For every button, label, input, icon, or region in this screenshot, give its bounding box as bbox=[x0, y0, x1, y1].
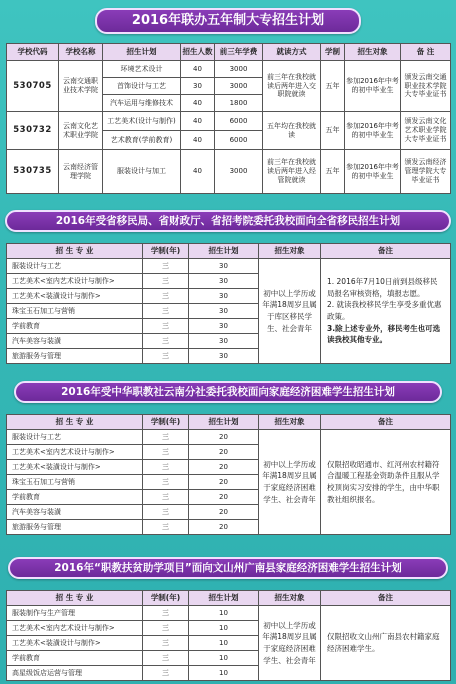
major-name: 工艺美术<装潢设计与制作> bbox=[7, 636, 143, 651]
major-plan: 20 bbox=[189, 505, 259, 520]
header-target: 招生对象 bbox=[345, 44, 401, 61]
target: 初中以上学历或年满18周岁且属于库区移民学生、社会青年 bbox=[259, 259, 321, 364]
target: 初中以上学历或年满18周岁且属于家庭经济困难学生、社会青年 bbox=[259, 430, 321, 535]
major-name: 艺术教育(学前教育) bbox=[103, 131, 181, 150]
major-name: 学前教育 bbox=[7, 651, 143, 666]
major-name: 工艺美术<室内艺术设计与制作> bbox=[7, 621, 143, 636]
header-plan: 招生计划 bbox=[189, 244, 259, 259]
major-name: 珠宝玉石加工与营销 bbox=[7, 475, 143, 490]
major-name: 汽车美容与装潢 bbox=[7, 505, 143, 520]
major-years: 三 bbox=[143, 636, 189, 651]
header-target: 招生对象 bbox=[259, 591, 321, 606]
header-years: 学制(年) bbox=[143, 591, 189, 606]
major-name: 服装设计与工艺 bbox=[7, 259, 143, 274]
section1-table bbox=[6, 43, 451, 194]
major-years: 三 bbox=[143, 304, 189, 319]
header-duration: 学制 bbox=[321, 44, 345, 61]
header-school-name: 学校名称 bbox=[59, 44, 103, 61]
major-plan: 30 bbox=[189, 259, 259, 274]
duration: 五年 bbox=[321, 112, 345, 150]
major-fee: 1800 bbox=[215, 95, 263, 112]
section2-table bbox=[6, 243, 451, 364]
major-name: 旅游服务与管理 bbox=[7, 349, 143, 364]
major-years: 三 bbox=[143, 621, 189, 636]
header-note: 备注 bbox=[321, 244, 451, 259]
header-years: 学制(年) bbox=[143, 244, 189, 259]
major-name: 珠宝玉石加工与营销 bbox=[7, 304, 143, 319]
school-name: 云南文化艺术职业学院 bbox=[59, 112, 103, 150]
major-years: 三 bbox=[143, 505, 189, 520]
major-plan: 10 bbox=[189, 621, 259, 636]
header-note: 备注 bbox=[321, 415, 451, 430]
major-plan: 20 bbox=[189, 520, 259, 535]
major-name: 汽车美容与装潢 bbox=[7, 334, 143, 349]
major-count: 40 bbox=[181, 112, 215, 131]
study-mode: 前三年在我校就读后两年进入交职院就读 bbox=[263, 61, 321, 112]
school-code: 530705 bbox=[7, 61, 59, 112]
table-row bbox=[7, 606, 451, 621]
table-row bbox=[7, 430, 451, 445]
header-years: 学制(年) bbox=[143, 415, 189, 430]
major-plan: 30 bbox=[189, 304, 259, 319]
header-major: 招 生 专 业 bbox=[7, 244, 143, 259]
header-note: 备注 bbox=[321, 591, 451, 606]
major-fee: 3000 bbox=[215, 61, 263, 78]
table-row bbox=[7, 150, 451, 194]
school-code: 530732 bbox=[7, 112, 59, 150]
major-name: 学前教育 bbox=[7, 319, 143, 334]
major-plan: 20 bbox=[189, 460, 259, 475]
major-name: 首饰设计与工艺 bbox=[103, 78, 181, 95]
note-line-2: 2. 就读我校移民学生享受多重优惠政策。 bbox=[327, 300, 442, 321]
school-name: 云南经济管理学院 bbox=[59, 150, 103, 194]
section3-table bbox=[6, 414, 451, 535]
major-fee: 6000 bbox=[215, 112, 263, 131]
header-fee: 前三年学费 bbox=[215, 44, 263, 61]
major-plan: 10 bbox=[189, 651, 259, 666]
major-years: 三 bbox=[143, 259, 189, 274]
major-plan: 10 bbox=[189, 666, 259, 681]
major-name: 服装设计与加工 bbox=[103, 150, 181, 194]
major-years: 三 bbox=[143, 460, 189, 475]
school-code: 530735 bbox=[7, 150, 59, 194]
major-count: 40 bbox=[181, 95, 215, 112]
major-plan: 20 bbox=[189, 475, 259, 490]
note: 仅限招收文山州广南县农村籍家庭经济困难学生。 bbox=[321, 606, 451, 681]
major-name: 工艺美术<室内艺术设计与制作> bbox=[7, 274, 143, 289]
table-row bbox=[7, 259, 451, 274]
major-fee: 6000 bbox=[215, 131, 263, 150]
major-years: 三 bbox=[143, 475, 189, 490]
major-years: 三 bbox=[143, 274, 189, 289]
study-mode: 五年均在我校就读 bbox=[263, 112, 321, 150]
major-count: 40 bbox=[181, 150, 215, 194]
major-name: 服装制作与生产管理 bbox=[7, 606, 143, 621]
major-plan: 20 bbox=[189, 430, 259, 445]
school-name: 云南交通职业技术学院 bbox=[59, 61, 103, 112]
major-years: 三 bbox=[143, 666, 189, 681]
target: 参加2016年中考的初中毕业生 bbox=[345, 112, 401, 150]
header-school-code: 学校代码 bbox=[7, 44, 59, 61]
major-years: 三 bbox=[143, 349, 189, 364]
section4-table bbox=[6, 590, 451, 681]
major-name: 工艺美术<装潢设计与制作> bbox=[7, 289, 143, 304]
major-plan: 30 bbox=[189, 334, 259, 349]
major-years: 三 bbox=[143, 289, 189, 304]
major-name: 工艺美术<室内艺术设计与制作> bbox=[7, 445, 143, 460]
header-plan: 招生计划 bbox=[189, 415, 259, 430]
table-row bbox=[7, 112, 451, 131]
note: 仅限招收昭通市、红河州农村籍符合温暖工程基金资助条件且服从学校顶岗实习安排的学生，由中华职教社组织报名。 bbox=[321, 430, 451, 535]
major-plan: 30 bbox=[189, 274, 259, 289]
major-name: 高星级饭店运营与管理 bbox=[7, 666, 143, 681]
major-fee: 3000 bbox=[215, 150, 263, 194]
note bbox=[321, 259, 451, 364]
header-plan: 招生计划 bbox=[189, 591, 259, 606]
major-plan: 20 bbox=[189, 445, 259, 460]
major-years: 三 bbox=[143, 445, 189, 460]
header-major: 招 生 专 业 bbox=[7, 591, 143, 606]
major-name: 环境艺术设计 bbox=[103, 61, 181, 78]
major-plan: 30 bbox=[189, 319, 259, 334]
target: 初中以上学历或年满18周岁且属于家庭经济困难学生、社会青年 bbox=[259, 606, 321, 681]
major-years: 三 bbox=[143, 490, 189, 505]
note-line-3: 3.除上述专业外，移民考生也可选读我校其他专业。 bbox=[327, 323, 441, 345]
note: 颁发云南经济管理学院大专毕业证书 bbox=[401, 150, 451, 194]
major-plan: 30 bbox=[189, 289, 259, 304]
section3-title: 2016年受中华职教社云南分社委托我校面向家庭经济困难学生招生计划 bbox=[14, 381, 442, 403]
section1-title: 2016年联办五年制大专招生计划 bbox=[95, 8, 361, 34]
major-name: 工艺美术(设计与制作) bbox=[103, 112, 181, 131]
major-count: 40 bbox=[181, 131, 215, 150]
major-name: 服装设计与工艺 bbox=[7, 430, 143, 445]
note: 颁发云南文化艺术职业学院大专毕业证书 bbox=[401, 112, 451, 150]
target: 参加2016年中考的初中毕业生 bbox=[345, 61, 401, 112]
study-mode: 前三年在我校就读后两年进入经管院就读 bbox=[263, 150, 321, 194]
major-fee: 3000 bbox=[215, 78, 263, 95]
major-years: 三 bbox=[143, 334, 189, 349]
header-count: 招生人数 bbox=[181, 44, 215, 61]
header-mode: 就读方式 bbox=[263, 44, 321, 61]
target: 参加2016年中考的初中毕业生 bbox=[345, 150, 401, 194]
duration: 五年 bbox=[321, 150, 345, 194]
major-years: 三 bbox=[143, 430, 189, 445]
section4-title: 2016年“职教扶贫助学项目”面向文山州广南县家庭经济困难学生招生计划 bbox=[8, 557, 448, 579]
note-line-1: 1. 2016年7月10日前到县级移民局报名审核资格，填报志愿。 bbox=[327, 277, 438, 298]
section2-title: 2016年受省移民局、省财政厅、省招考院委托我校面向全省移民招生计划 bbox=[5, 210, 451, 232]
major-years: 三 bbox=[143, 606, 189, 621]
header-target: 招生对象 bbox=[259, 244, 321, 259]
header-target: 招生对象 bbox=[259, 415, 321, 430]
major-name: 旅游服务与管理 bbox=[7, 520, 143, 535]
header-plan: 招生计划 bbox=[103, 44, 181, 61]
header-major: 招 生 专 业 bbox=[7, 415, 143, 430]
table-row bbox=[7, 61, 451, 78]
major-plan: 10 bbox=[189, 606, 259, 621]
note: 颁发云南交通职业技术学院大专毕业证书 bbox=[401, 61, 451, 112]
major-years: 三 bbox=[143, 651, 189, 666]
header-note: 备 注 bbox=[401, 44, 451, 61]
major-name: 学前教育 bbox=[7, 490, 143, 505]
major-plan: 20 bbox=[189, 490, 259, 505]
duration: 五年 bbox=[321, 61, 345, 112]
major-years: 三 bbox=[143, 520, 189, 535]
major-count: 30 bbox=[181, 78, 215, 95]
major-name: 工艺美术<装潢设计与制作> bbox=[7, 460, 143, 475]
major-years: 三 bbox=[143, 319, 189, 334]
major-plan: 10 bbox=[189, 636, 259, 651]
major-name: 汽车运用与维修技术 bbox=[103, 95, 181, 112]
major-count: 40 bbox=[181, 61, 215, 78]
major-plan: 30 bbox=[189, 349, 259, 364]
